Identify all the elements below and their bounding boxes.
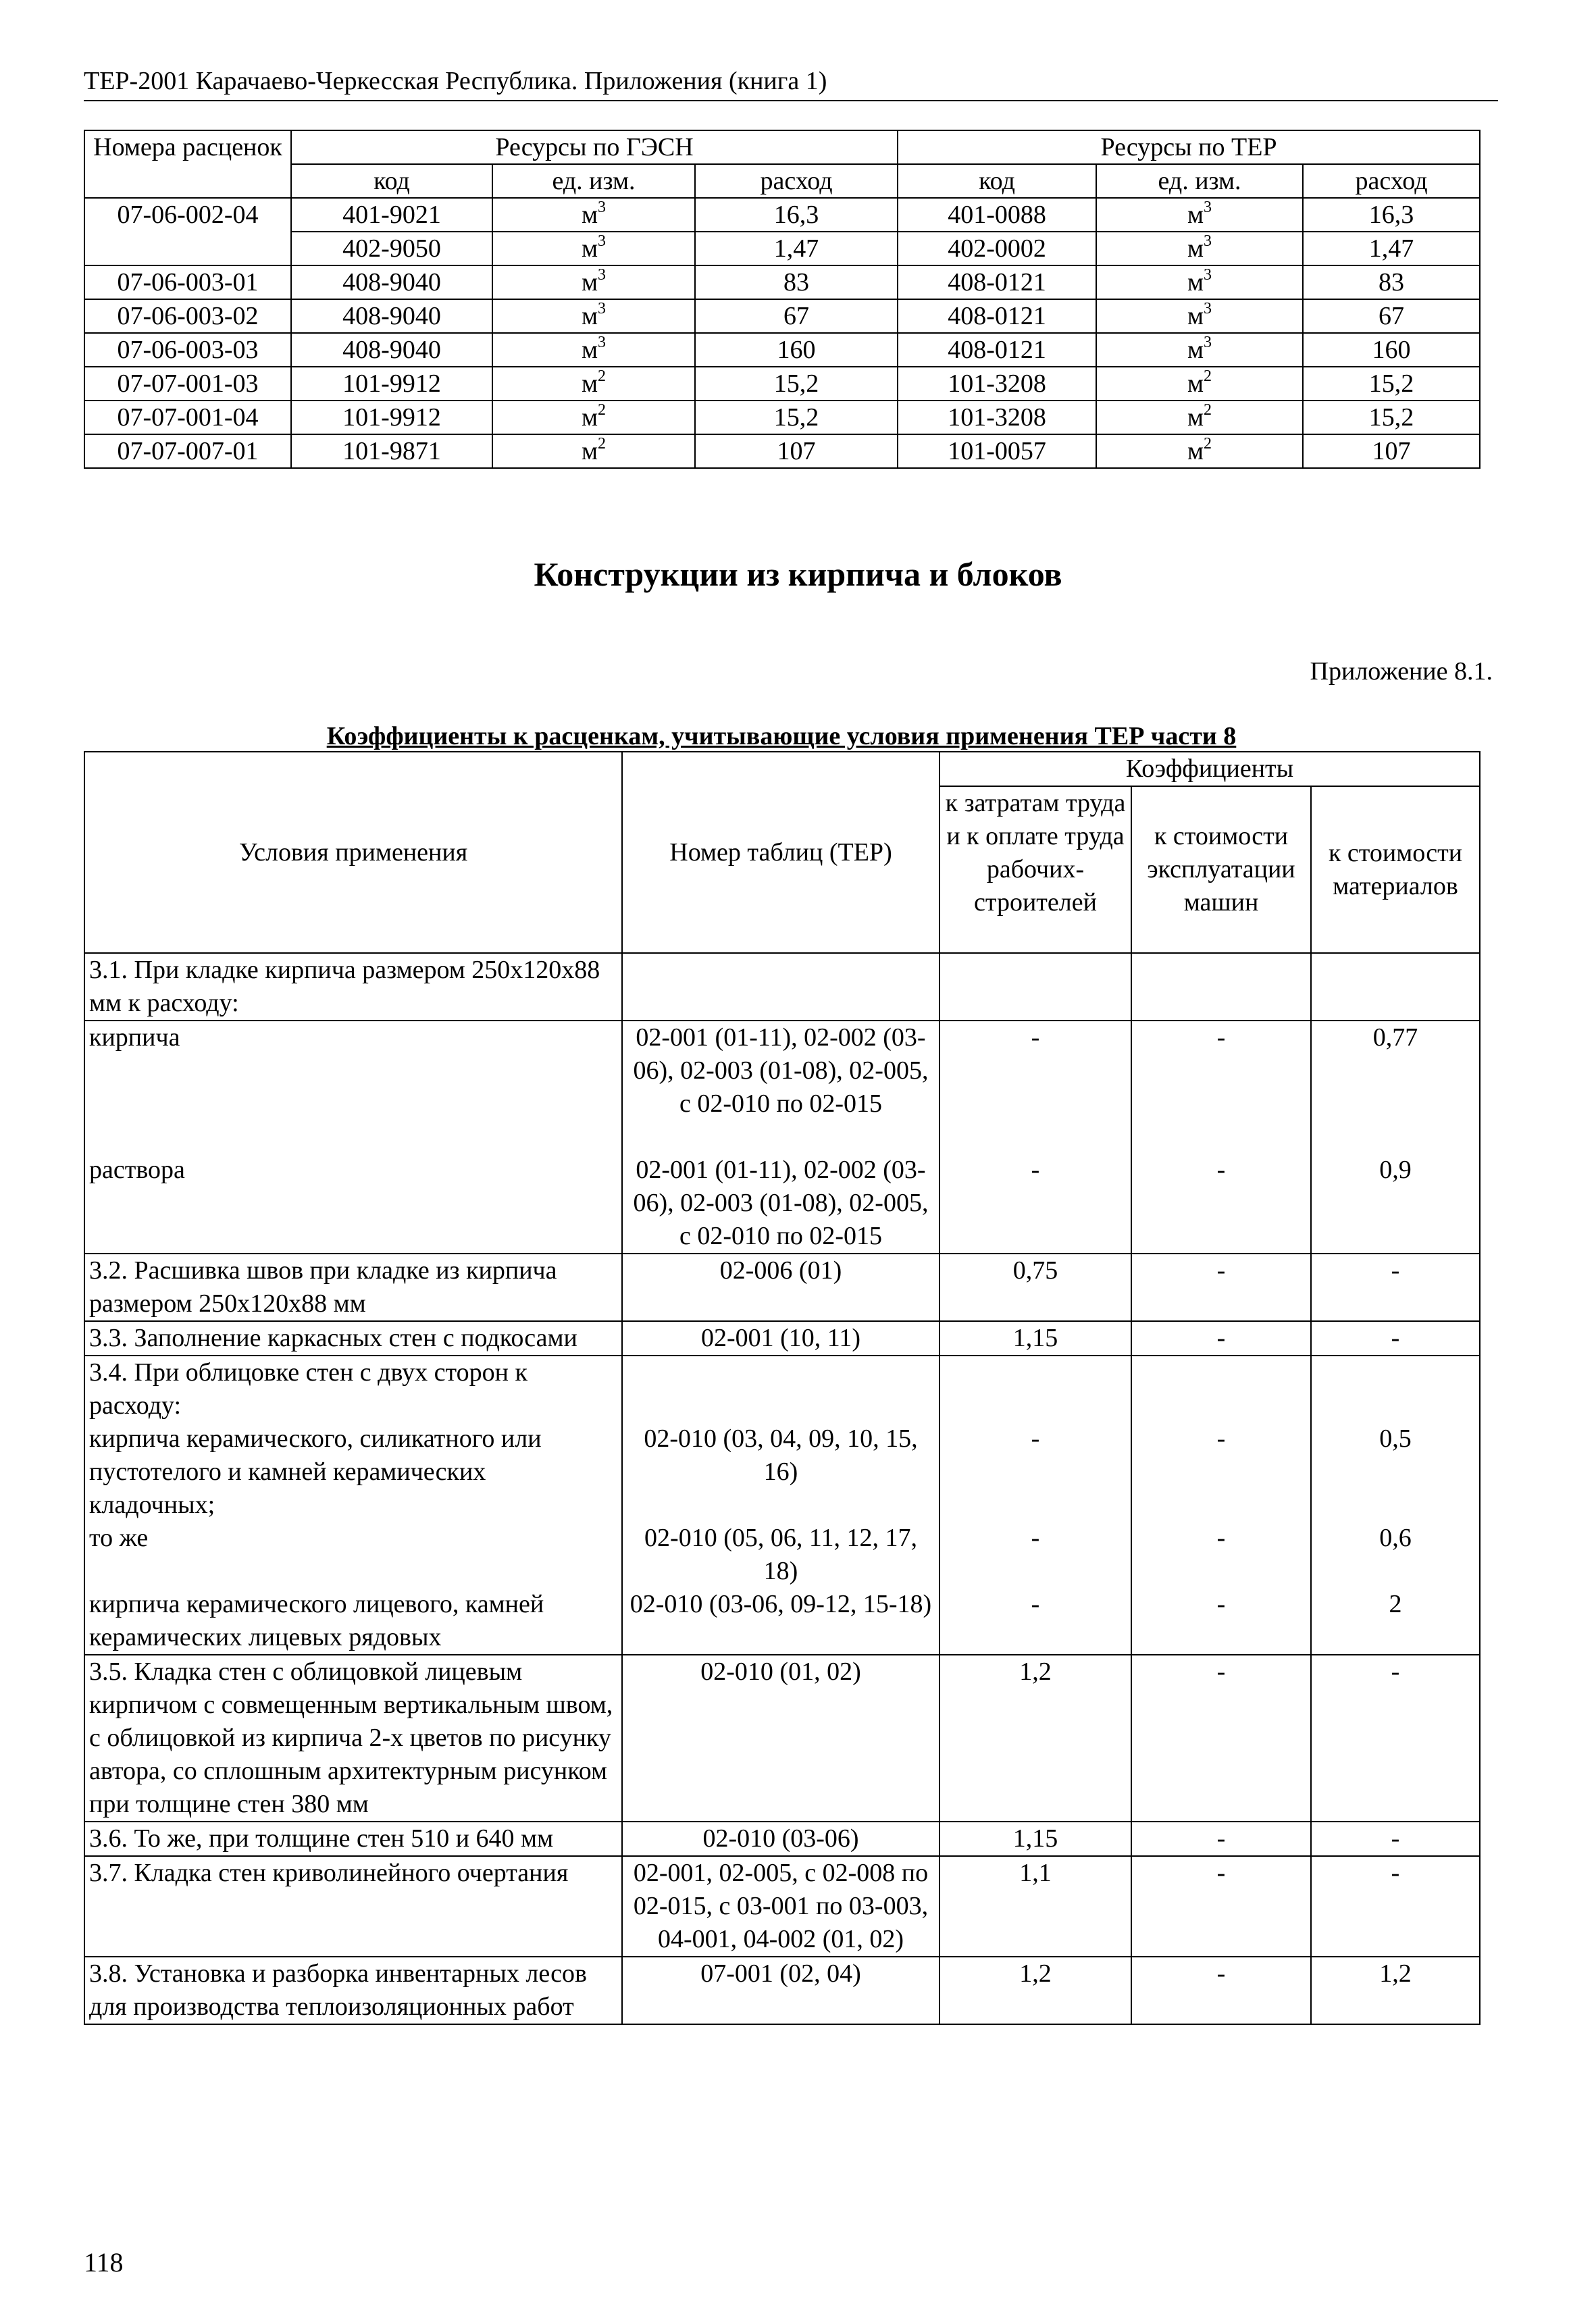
- condition-subitem: кирпича керамического лицевого, камней керамических лицевых рядовых: [89, 1590, 544, 1651]
- header-materials: к стоимости материалов: [1311, 786, 1480, 953]
- coefficients-table: [84, 751, 1481, 2025]
- ter-code-cell: 401-0088: [898, 198, 1096, 232]
- ter-unit-cell: $м^3$: [1096, 333, 1303, 367]
- condition-cell: 3.1. При кладке кирпича размером 250х120х88 мм к расходу:: [84, 953, 622, 1021]
- ter-unit-cell: $м^3$: [1096, 299, 1303, 333]
- header-ter-code: код: [898, 164, 1096, 198]
- header-rate-number: Номера расценок: [84, 130, 291, 198]
- table-number-cell: 02-001 (01-11), 02-002 (03-06), 02-003 (01-08), 02-005, с 02-010 по 02-015 02-001 (01-11), 02-002 (03-06), 02-003 (01-08), 02-005, с 02-010 по 02-015: [622, 1021, 939, 1254]
- gesn-unit-cell: $м^3$: [492, 333, 695, 367]
- gesn-consumption-cell: 107: [695, 434, 898, 468]
- machines-coef-cell: -: [1131, 1957, 1311, 2024]
- labor-coef-cell: 1,15: [939, 1321, 1131, 1356]
- ter-code-cell: 402-0002: [898, 232, 1096, 265]
- header-gesn-unit: ед. изм.: [492, 164, 695, 198]
- gesn-consumption-cell: 1,47: [695, 232, 898, 265]
- gesn-code-cell: 408-9040: [291, 333, 492, 367]
- gesn-unit-cell: $м^2$: [492, 367, 695, 401]
- ter-unit-cell: $м^2$: [1096, 367, 1303, 401]
- condition-subitem: кирпича керамического, силикатного или пустотелого и камней керамических кладочных;: [89, 1424, 542, 1519]
- rate-number-cell: 07-07-007-01: [84, 434, 291, 468]
- table-row: [84, 1957, 1480, 2024]
- gesn-consumption-cell: 15,2: [695, 367, 898, 401]
- materials-coef-cell: -: [1311, 1822, 1480, 1856]
- ter-code-cell: 101-3208: [898, 367, 1096, 401]
- ter-consumption-cell: 16,3: [1303, 198, 1480, 232]
- ter-unit-cell: $м^2$: [1096, 434, 1303, 468]
- condition-title: 3.4. При облицовке стен с двух сторон к расходу:: [89, 1358, 527, 1420]
- table-row: [84, 1655, 1480, 1822]
- header-ter-resources: Ресурсы по ТЕР: [898, 130, 1480, 164]
- machines-coef-cell: -: [1131, 1321, 1311, 1356]
- ter-unit-cell: $м^2$: [1096, 401, 1303, 434]
- gesn-code-cell: 101-9871: [291, 434, 492, 468]
- ter-consumption-cell: 107: [1303, 434, 1480, 468]
- gesn-consumption-cell: 67: [695, 299, 898, 333]
- ter-consumption-cell: 15,2: [1303, 367, 1480, 401]
- header-machines: к стоимости эксплуатации машин: [1131, 786, 1311, 953]
- gesn-unit-cell: $м^3$: [492, 299, 695, 333]
- gesn-code-cell: 401-9021: [291, 198, 492, 232]
- gesn-code-cell: 402-9050: [291, 232, 492, 265]
- labor-coef-cell: - - -: [939, 1356, 1131, 1655]
- condition-cell: [84, 1356, 622, 1655]
- machines-coef-cell: -: [1131, 1254, 1311, 1321]
- labor-coef-cell: 1,2: [939, 1957, 1131, 2024]
- table-row: [84, 1321, 1480, 1356]
- condition-cell: [84, 1021, 622, 1254]
- ter-consumption-cell: 67: [1303, 299, 1480, 333]
- condition-cell: 3.7. Кладка стен криволинейного очертания: [84, 1856, 622, 1957]
- table-row: [84, 434, 1480, 468]
- labor-coef-cell: 1,2: [939, 1655, 1131, 1822]
- rate-number-cell: 07-06-002-04: [84, 198, 291, 265]
- header-gesn-consumption: расход: [695, 164, 898, 198]
- table-row: [84, 401, 1480, 434]
- header-gesn-code: код: [291, 164, 492, 198]
- coefficients-table-caption: Коэффициенты к расценкам, учитывающие условия применения ТЕР части 8: [326, 722, 1237, 750]
- table-row: [84, 232, 1480, 265]
- machines-coef-cell: -: [1131, 1822, 1311, 1856]
- table-row: [84, 265, 1480, 299]
- ter-consumption-cell: 1,47: [1303, 232, 1480, 265]
- running-header: ТЕР-2001 Карачаево-Черкесская Республика. Приложения (книга 1): [84, 65, 1498, 101]
- header-coefficients: Коэффициенты: [939, 752, 1480, 786]
- condition-cell: 3.3. Заполнение каркасных стен с подкосами: [84, 1321, 622, 1356]
- rate-number-cell: 07-06-003-01: [84, 265, 291, 299]
- gesn-consumption-cell: 160: [695, 333, 898, 367]
- gesn-code-cell: 101-9912: [291, 367, 492, 401]
- gesn-consumption-cell: 15,2: [695, 401, 898, 434]
- materials-coef-cell: -: [1311, 1655, 1480, 1822]
- table-row: [84, 333, 1480, 367]
- ter-code-cell: 408-0121: [898, 333, 1096, 367]
- table-row: [84, 367, 1480, 401]
- gesn-unit-cell: $м^3$: [492, 232, 695, 265]
- gesn-code-cell: 408-9040: [291, 299, 492, 333]
- table-row: [84, 1856, 1480, 1957]
- ter-consumption-cell: 15,2: [1303, 401, 1480, 434]
- table-number-cell: 02-001, 02-005, с 02-008 по 02-015, с 03-001 по 03-003, 04-001, 04-002 (01, 02): [622, 1856, 939, 1957]
- ter-consumption-cell: 83: [1303, 265, 1480, 299]
- rate-number-cell: 07-06-003-03: [84, 333, 291, 367]
- header-ter-consumption: расход: [1303, 164, 1480, 198]
- table-row: [84, 1021, 1480, 1254]
- table-row: [84, 1356, 1480, 1655]
- gesn-code-cell: 101-9912: [291, 401, 492, 434]
- ter-consumption-cell: 160: [1303, 333, 1480, 367]
- materials-coef-cell: -: [1311, 1321, 1480, 1356]
- table-number-cell: 02-010 (03-06): [622, 1822, 939, 1856]
- labor-coef-cell: - -: [939, 1021, 1131, 1254]
- machines-coef-cell: -: [1131, 1856, 1311, 1957]
- labor-coef-cell: 1,1: [939, 1856, 1131, 1957]
- gesn-consumption-cell: 83: [695, 265, 898, 299]
- table-row: [84, 198, 1480, 232]
- rate-number-cell: 07-07-001-04: [84, 401, 291, 434]
- table-number-cell: 02-001 (10, 11): [622, 1321, 939, 1356]
- gesn-unit-cell: $м^2$: [492, 434, 695, 468]
- page-number: 118: [84, 2247, 124, 2278]
- ter-unit-cell: $м^3$: [1096, 198, 1303, 232]
- gesn-unit-cell: $м^3$: [492, 265, 695, 299]
- ter-unit-cell: $м^3$: [1096, 265, 1303, 299]
- table-number-cell: 02-006 (01): [622, 1254, 939, 1321]
- rate-number-cell: 07-06-003-02: [84, 299, 291, 333]
- ter-code-cell: 408-0121: [898, 265, 1096, 299]
- table-row: [84, 1822, 1480, 1856]
- appendix-label: Приложение 8.1.: [1310, 657, 1493, 686]
- table-number-cell: 02-010 (03, 04, 09, 10, 15, 16) 02-010 (05, 06, 11, 12, 17, 18) 02-010 (03-06, 09-12, 15-18): [622, 1356, 939, 1655]
- gesn-unit-cell: $м^2$: [492, 401, 695, 434]
- header-labor: к затратам труда и к оплате труда рабочих-строителей: [939, 786, 1131, 953]
- table-row: [84, 299, 1480, 333]
- machines-coef-cell: - -: [1131, 1021, 1311, 1254]
- materials-coef-cell: -: [1311, 1856, 1480, 1957]
- table-number-cell: 02-010 (01, 02): [622, 1655, 939, 1822]
- gesn-consumption-cell: 16,3: [695, 198, 898, 232]
- materials-coef-cell: 0,5 0,6 2: [1311, 1356, 1480, 1655]
- section-title: Конструкции из кирпича и блоков: [534, 555, 1062, 593]
- header-gesn-resources: Ресурсы по ГЭСН: [291, 130, 898, 164]
- header-ter-unit: ед. изм.: [1096, 164, 1303, 198]
- condition-cell: 3.2. Расшивка швов при кладке из кирпича размером 250х120х88 мм: [84, 1254, 622, 1321]
- ter-code-cell: 101-0057: [898, 434, 1096, 468]
- ter-code-cell: 408-0121: [898, 299, 1096, 333]
- table-row: [84, 1254, 1480, 1321]
- header-conditions: Условия применения: [84, 752, 622, 953]
- labor-coef-cell: 0,75: [939, 1254, 1131, 1321]
- ter-unit-cell: $м^3$: [1096, 232, 1303, 265]
- condition-subitem: раствора: [89, 1156, 185, 1184]
- labor-coef-cell: 1,15: [939, 1822, 1131, 1856]
- condition-cell: 3.8. Установка и разборка инвентарных лесов для производства теплоизоляционных работ: [84, 1957, 622, 2024]
- materials-coef-cell: -: [1311, 1254, 1480, 1321]
- gesn-code-cell: 408-9040: [291, 265, 492, 299]
- header-table-numbers: Номер таблиц (ТЕР): [622, 752, 939, 953]
- rate-number-cell: 07-07-001-03: [84, 367, 291, 401]
- resources-table: [84, 130, 1481, 469]
- materials-coef-cell: 1,2: [1311, 1957, 1480, 2024]
- materials-coef-cell: 0,77 0,9: [1311, 1021, 1480, 1254]
- ter-code-cell: 101-3208: [898, 401, 1096, 434]
- table-row: [84, 953, 1480, 1021]
- condition-subitem: кирпича: [89, 1023, 180, 1052]
- gesn-unit-cell: $м^3$: [492, 198, 695, 232]
- condition-cell: 3.5. Кладка стен с облицовкой лицевым кирпичом с совмещенным вертикальным швом, с облицовкой из кирпича 2-х цветов по рисунку автора, со сплошным архитектурным рисунком при толщине стен 380 мм: [84, 1655, 622, 1822]
- machines-coef-cell: -: [1131, 1655, 1311, 1822]
- condition-cell: 3.6. То же, при толщине стен 510 и 640 мм: [84, 1822, 622, 1856]
- table-number-cell: 07-001 (02, 04): [622, 1957, 939, 2024]
- machines-coef-cell: - - -: [1131, 1356, 1311, 1655]
- condition-subitem: то же: [89, 1524, 149, 1552]
